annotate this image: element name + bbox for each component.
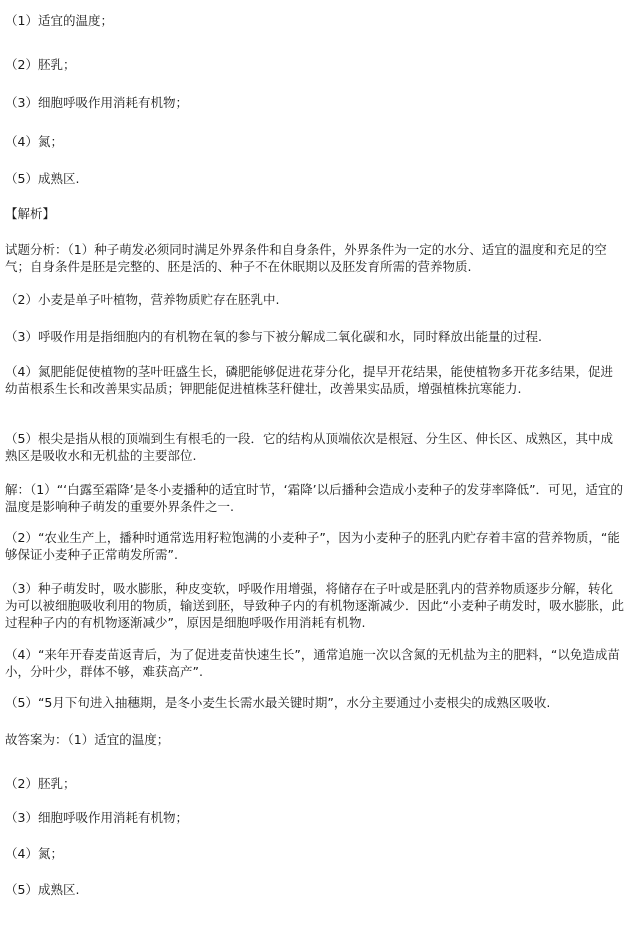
final-answer-line: （2）胚乳； (5, 776, 76, 791)
analysis-heading: 【解析】 (5, 206, 56, 221)
analysis-paragraph: （3）呼吸作用是指细胞内的有机物在氧的参与下被分解成二氧化碳和水，同时释放出能量的过程. (5, 329, 542, 344)
solution-paragraph: （5）“5月下旬进入抽穗期，是冬小麦生长需水最关键时期”，水分主要通过小麦根尖的成熟区吸收. (5, 695, 551, 710)
final-answer-line: （3）细胞呼吸作用消耗有机物； (5, 810, 188, 825)
solution-paragraph: （4）“来年开春麦苗返青后，为了促进麦苗快速生长”，通常追施一次以含氮的无机盐为主的肥料，“以免造成苗小，分叶少，群体不够，难获高产”. (5, 647, 620, 679)
final-answer-line: 故答案为：（1）适宜的温度； (5, 732, 170, 747)
analysis-paragraph: （5）根尖是指从根的顶端到生有根毛的一段．它的结构从顶端依次是根冠、分生区、伸长区、成熟区，其中成熟区是吸收水和无机盐的主要部位. (5, 431, 613, 463)
answer-line: （5）成熟区. (5, 171, 80, 186)
analysis-paragraph: （4）氮肥能促使植物的茎叶旺盛生长，磷肥能够促进花芽分化，提早开花结果，能使植物多开花多结果，促进幼苗根系生长和改善果实品质；钾肥能促进植株茎秆健壮，改善果实品质，增强植株抗寒能力. (5, 364, 613, 396)
solution-paragraph: （2）“农业生产上，播种时通常选用籽粒饱满的小麦种子”，因为小麦种子的胚乳内贮存着丰富的营养物质，“能够保证小麦种子正常萌发所需”. (5, 530, 620, 562)
answer-line: （2）胚乳； (5, 57, 76, 72)
solution-paragraph: 解：（1）“‘白露至霜降’是冬小麦播种的适宜时节，‘霜降’以后播种会造成小麦种子的发芽率降低”．可见，适宜的温度是影响种子萌发的重要外界条件之一. (5, 482, 624, 514)
answer-line: （4）氮； (5, 134, 63, 149)
answer-line: （1）适宜的温度； (5, 13, 113, 28)
analysis-paragraph: 试题分析：（1）种子萌发必须同时满足外界条件和自身条件，外界条件为一定的水分、适宜的温度和充足的空气；自身条件是胚是完整的、胚是活的、种子不在休眠期以及胚发育所需的营养物质. (5, 242, 607, 274)
final-answer-line: （4）氮； (5, 846, 63, 861)
answer-line: （3）细胞呼吸作用消耗有机物； (5, 95, 188, 110)
final-answer-line: （5）成熟区. (5, 882, 80, 897)
analysis-paragraph: （2）小麦是单子叶植物，营养物质贮存在胚乳中. (5, 292, 280, 307)
solution-paragraph: （3）种子萌发时，吸水膨胀，种皮变软，呼吸作用增强，将储存在子叶或是胚乳内的营养物质逐步分解，转化为可以被细胞吸收利用的物质，输送到胚，导致种子内的有机物逐渐减少．因此“小麦种子萌发时，吸水膨胀，此过程种子内的有机物逐渐减少”，原因是细胞呼吸作用消耗有机物. (5, 581, 624, 630)
